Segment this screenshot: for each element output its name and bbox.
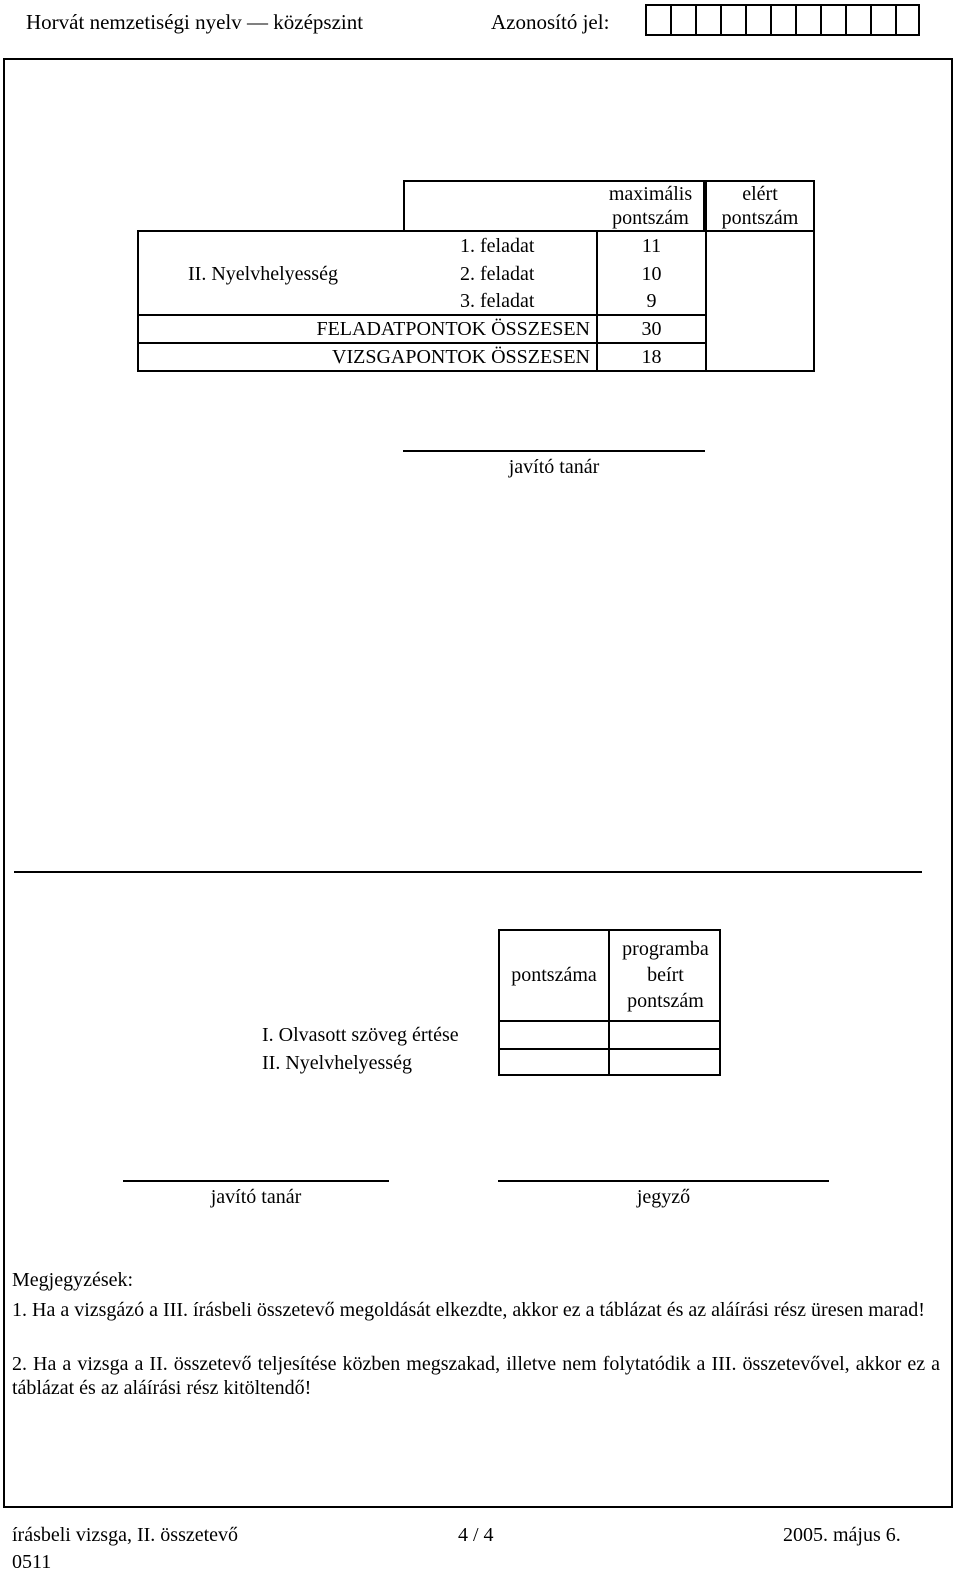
points-header: pontszáma	[511, 964, 597, 986]
id-box[interactable]	[770, 4, 795, 36]
page-number: 4 / 4	[458, 1524, 494, 1546]
total-exam-label: VIZSGAPONTOK ÖSSZESEN	[332, 346, 590, 368]
id-box[interactable]	[745, 4, 770, 36]
id-box[interactable]	[720, 4, 745, 36]
note-item: 2. Ha a vizsga a II. összetevő teljesítése közben megszakad, illetve nem folytatódik a III. összetevővel, akkor ez a táblázat és az aláírási rész kitöltendő!	[12, 1353, 940, 1399]
max-points-header-line1: maximális	[608, 183, 693, 205]
table-top-border	[403, 180, 707, 182]
id-box[interactable]	[895, 4, 920, 36]
footer-left: írásbeli vizsga, II. összetevő	[12, 1524, 239, 1546]
id-box[interactable]	[645, 4, 670, 36]
achieved-points-header-line1: elért	[742, 183, 778, 205]
task-max-points: 9	[646, 290, 657, 312]
task-label: 1. feladat	[460, 235, 535, 257]
max-points-header-line2: pontszám	[612, 207, 689, 229]
total-task-max: 30	[641, 318, 662, 340]
task-label: 3. feladat	[460, 290, 535, 312]
id-box[interactable]	[695, 4, 720, 36]
total-exam-max: 18	[641, 346, 662, 368]
id-box[interactable]	[870, 4, 895, 36]
section-divider	[14, 871, 922, 873]
entered-points-header-line1: programba	[622, 938, 709, 960]
signature-line	[498, 1180, 829, 1182]
section-label: II. Nyelvhelyesség	[188, 263, 338, 285]
max-points-header	[598, 180, 705, 232]
id-box[interactable]	[820, 4, 845, 36]
notes-heading: Megjegyzések:	[12, 1269, 134, 1291]
id-box[interactable]	[670, 4, 695, 36]
task-label: 2. feladat	[460, 263, 535, 285]
entered-points-cell[interactable]	[610, 1050, 721, 1076]
footer-date: 2005. május 6.	[783, 1524, 901, 1546]
id-box[interactable]	[845, 4, 870, 36]
signature-label: javító tanár	[508, 456, 600, 478]
table-row-border	[137, 342, 707, 344]
points-cell[interactable]	[500, 1022, 608, 1048]
table-row-border	[137, 314, 707, 316]
footer-code: 0511	[12, 1551, 52, 1573]
points-cell[interactable]	[500, 1050, 608, 1076]
note-item: 1. Ha a vizsgázó a III. írásbeli összetevő megoldását elkezdte, akkor ez a táblázat és az aláírási rész üresen marad!	[12, 1299, 925, 1321]
id-label: Azonosító jel:	[491, 10, 610, 34]
achieved-points-cell[interactable]	[705, 230, 815, 372]
table-border	[403, 180, 405, 232]
achieved-points-header-line2: pontszám	[721, 207, 799, 229]
signature-line	[123, 1180, 389, 1182]
task-max-points: 10	[641, 263, 662, 285]
document-header-title: Horvát nemzetiségi nyelv — középszint	[26, 10, 364, 34]
entered-points-cell[interactable]	[610, 1022, 721, 1048]
signature-label: jegyző	[636, 1186, 691, 1208]
task-max-points: 11	[641, 235, 662, 257]
entered-points-header-line2: beírt	[647, 964, 684, 986]
total-task-label: FELADATPONTOK ÖSSZESEN	[316, 318, 590, 340]
entered-points-header-line3: pontszám	[627, 990, 704, 1012]
signature-label: javító tanár	[210, 1186, 302, 1208]
achieved-points-header	[705, 180, 815, 232]
id-input-boxes[interactable]	[645, 4, 920, 36]
summary-row-label: I. Olvasott szöveg értése	[262, 1024, 459, 1046]
signature-line	[403, 450, 705, 452]
summary-row-label: II. Nyelvhelyesség	[262, 1052, 412, 1074]
id-box[interactable]	[795, 4, 820, 36]
